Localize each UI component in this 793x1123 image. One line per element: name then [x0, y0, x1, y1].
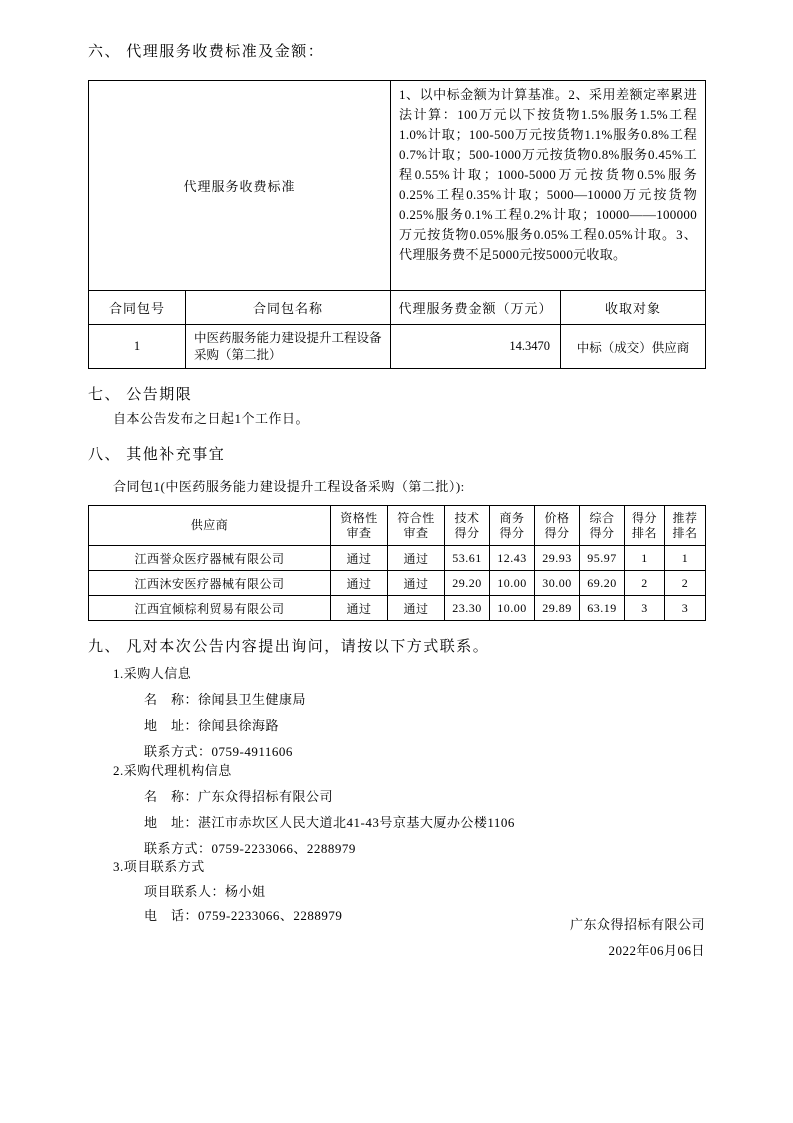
- score-header-qualification-line1: 资格性: [340, 510, 378, 525]
- agency-contact-line: [144, 838, 356, 857]
- score-header-recommend-rank-line2: 排名: [672, 525, 698, 540]
- technical-score: 23.30: [445, 596, 490, 621]
- purchaser-name-line: [144, 689, 306, 708]
- score-header-total-line2: 得分: [589, 525, 615, 540]
- score-header-technical-line2: 得分: [454, 525, 480, 540]
- score-header-supplier: [89, 506, 331, 546]
- section-9-heading: 九、 凡对本次公告内容提出询问，请按以下方式联系。: [88, 639, 490, 655]
- purchaser-address-value: 徐闻县徐海路: [198, 718, 280, 733]
- project-phone-line: [144, 905, 342, 924]
- score-header-total: [580, 506, 625, 546]
- agency-contact-label: 联系方式：: [144, 841, 212, 856]
- fee-standard-table: [88, 80, 706, 369]
- purchaser-contact-line: [144, 741, 293, 760]
- score-header-recommend-rank-line1: 推荐: [672, 510, 698, 525]
- score-header-business: [490, 506, 535, 546]
- recommend-rank: 2: [665, 571, 706, 596]
- score-header-conformity-line1: 符合性: [397, 510, 435, 525]
- section-8-heading: 八、 其他补充事宜: [88, 447, 226, 463]
- conformity-result: 通过: [388, 571, 445, 596]
- qualification-result: 通过: [331, 596, 388, 621]
- score-header-technical: [445, 506, 490, 546]
- fee-standard-text-cell: 1、以中标金额为计算基准。2、采用差额定率累进法计算：100万元以下按货物1.5%服务1.5%工程1.0%计取；100-500万元按货物1.1%服务0.8%工程0.7%计取；500-1000万元按货物0.8%服务0.45%工程0.55%计取；1000-5000万元按货物0.5%服务0.25%工程0.35%计取；5000—10000万元按货物0.25%服务0.1%工程0.2%计取；10000——100000万元按货物0.05%服务0.05%工程0.05%计取。3、代理服务费不足5000元按5000元收取。: [391, 81, 706, 291]
- total-score: 69.20: [580, 571, 625, 596]
- conformity-result: 通过: [388, 546, 445, 571]
- score-header-qualification-line2: 审查: [346, 525, 372, 540]
- project-contact-title: 3.项目联系方式: [113, 859, 205, 874]
- section-8-body: 合同包1(中医药服务能力建设提升工程设备采购（第二批）):: [113, 479, 465, 494]
- score-header-price: [535, 506, 580, 546]
- fee-header-package-no: 合同包号: [89, 291, 186, 325]
- purchaser-info-title: 1.采购人信息: [113, 666, 192, 681]
- fee-cell-charge-target: 中标（成交）供应商: [561, 325, 706, 369]
- agency-name-line: [144, 786, 333, 805]
- agency-address-label: 地 址：: [144, 815, 199, 830]
- score-header-recommend-rank: [665, 506, 706, 546]
- agency-name-label: 名 称：: [144, 789, 199, 804]
- score-header-supplier-line1: 供应商: [190, 518, 229, 532]
- score-table-row: [89, 596, 706, 621]
- score-header-score-rank-line1: 得分: [631, 510, 657, 525]
- project-phone-label: 电 话：: [144, 908, 199, 923]
- score-header-score-rank-line2: 排名: [631, 525, 657, 540]
- price-score: 29.89: [535, 596, 580, 621]
- agency-contact-value: 0759-2233066、2288979: [211, 841, 356, 856]
- project-person-label: 项目联系人：: [144, 884, 226, 899]
- fee-header-charge-target: 收取对象: [561, 291, 706, 325]
- project-person-value: 杨小姐: [225, 884, 266, 899]
- score-header-qualification: [331, 506, 388, 546]
- conformity-result: 通过: [388, 596, 445, 621]
- purchaser-address-line: [144, 715, 279, 734]
- qualification-result: 通过: [331, 571, 388, 596]
- section-7-body: 自本公告发布之日起1个工作日。: [113, 411, 310, 426]
- purchaser-name-label: 名 称：: [144, 692, 199, 707]
- business-score: 12.43: [490, 546, 535, 571]
- section-7-heading: 七、 公告期限: [88, 387, 193, 403]
- footer-date: 2022年06月06日: [608, 943, 705, 958]
- score-header-score-rank: [625, 506, 665, 546]
- price-score: 30.00: [535, 571, 580, 596]
- agency-address-line: [144, 812, 515, 831]
- score-table-row: [89, 571, 706, 596]
- purchaser-address-label: 地 址：: [144, 718, 199, 733]
- score-rank: 2: [625, 571, 665, 596]
- technical-score: 53.61: [445, 546, 490, 571]
- score-header-business-line2: 得分: [499, 525, 525, 540]
- fee-table-header-row: [89, 291, 706, 325]
- supplier-name: 江西沐安医疗器械有限公司: [89, 571, 331, 596]
- project-person-line: [144, 881, 266, 900]
- agency-address-value: 湛江市赤坎区人民大道北41-43号京基大厦办公楼1106: [198, 815, 515, 830]
- fee-cell-fee-amount: 14.3470: [391, 325, 561, 369]
- purchaser-name-value: 徐闻县卫生健康局: [198, 692, 307, 707]
- purchaser-contact-value: 0759-4911606: [211, 744, 293, 759]
- qualification-result: 通过: [331, 546, 388, 571]
- fee-table-data-row: [89, 325, 706, 369]
- agency-name-value: 广东众得招标有限公司: [198, 789, 334, 804]
- total-score: 63.19: [580, 596, 625, 621]
- total-score: 95.97: [580, 546, 625, 571]
- section-6-heading: 六、 代理服务收费标准及金额：: [88, 44, 325, 60]
- fee-header-package-name: 合同包名称: [186, 291, 391, 325]
- agency-info-title: 2.采购代理机构信息: [113, 763, 232, 778]
- business-score: 10.00: [490, 596, 535, 621]
- score-rank: 1: [625, 546, 665, 571]
- score-header-business-line1: 商务: [499, 510, 525, 525]
- score-header-conformity-line2: 审查: [403, 525, 429, 540]
- fee-cell-package-name: 中医药服务能力建设提升工程设备采购（第二批）: [186, 325, 391, 369]
- recommend-rank: 1: [665, 546, 706, 571]
- purchaser-contact-label: 联系方式：: [144, 744, 212, 759]
- recommend-rank: 3: [665, 596, 706, 621]
- technical-score: 29.20: [445, 571, 490, 596]
- supplier-score-table: [88, 505, 706, 621]
- supplier-name: 江西宜倾棕利贸易有限公司: [89, 596, 331, 621]
- score-header-price-line1: 价格: [544, 510, 570, 525]
- footer: [400, 912, 705, 964]
- fee-header-fee-amount: 代理服务费金额（万元）: [391, 291, 561, 325]
- fee-cell-package-no: 1: [89, 325, 186, 369]
- score-header-technical-line1: 技术: [454, 510, 480, 525]
- score-header-price-line2: 得分: [544, 525, 570, 540]
- score-table-header-row: [89, 506, 706, 546]
- price-score: 29.93: [535, 546, 580, 571]
- footer-company-name: 广东众得招标有限公司: [569, 917, 705, 932]
- score-header-conformity: [388, 506, 445, 546]
- business-score: 10.00: [490, 571, 535, 596]
- score-rank: 3: [625, 596, 665, 621]
- fee-standard-label-cell: 代理服务收费标准: [89, 81, 391, 291]
- fee-standard-row: [89, 81, 706, 291]
- supplier-name: 江西誉众医疗器械有限公司: [89, 546, 331, 571]
- score-header-total-line1: 综合: [589, 510, 615, 525]
- score-table-row: [89, 546, 706, 571]
- project-phone-value: 0759-2233066、2288979: [198, 908, 343, 923]
